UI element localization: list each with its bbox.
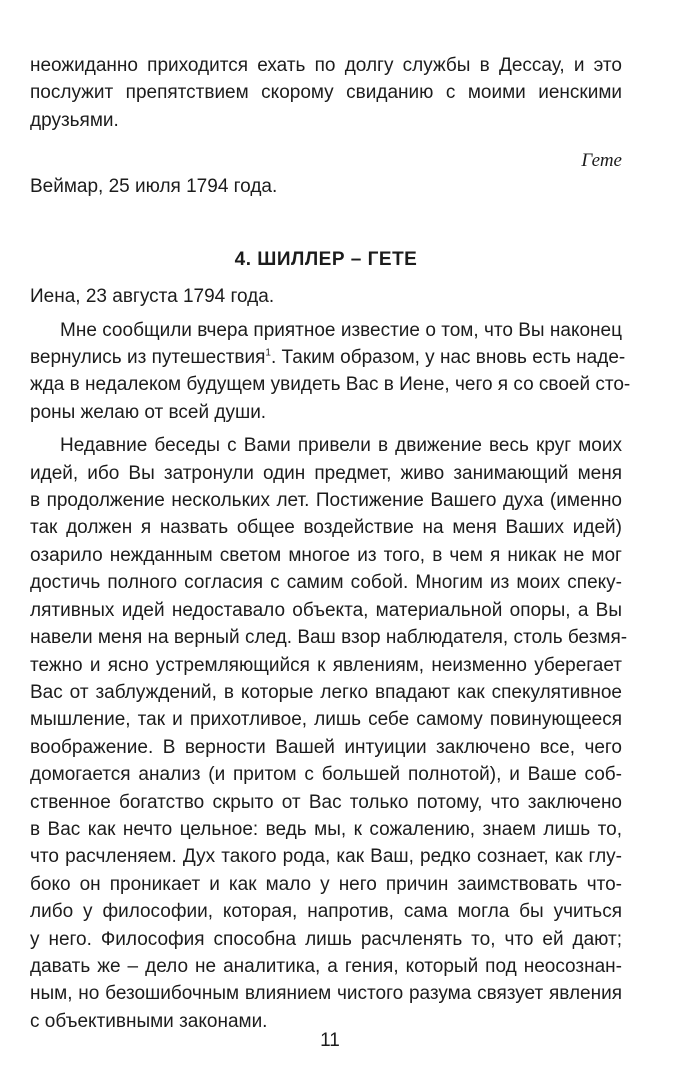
- text-line: идей, ибо Вы затронули один предмет, живо занимающий меня: [30, 462, 622, 484]
- dateline: Веймар, 25 июля 1794 года.: [30, 176, 278, 198]
- previous-letter-ending: [30, 52, 622, 200]
- text-line: боко он проникает и как мало у него причин заимствовать что-: [30, 873, 622, 895]
- footnote-marker: 1: [265, 347, 271, 359]
- book-page: [30, 52, 631, 1041]
- text-line: ным, но безошибочным влиянием чистого разума связует явления: [30, 983, 622, 1005]
- text-fragment: . Таким образом, у нас вновь есть наде-: [270, 347, 626, 369]
- text-line: Мне сообщили вчера приятное известие о том, что Вы наконец: [60, 319, 622, 341]
- text-line: домогается анализ (и притом с большей полнотой), и Ваше соб-: [30, 764, 622, 786]
- text-line: тежно и ясно устремляющийся к явлениям, неизменно уберегает: [30, 654, 622, 676]
- text-line: ственное богатство скрыто от Вас только потому, что заключено: [30, 791, 622, 813]
- text-line: в продолжение нескольких лет. Постижение Вашего духа (именно: [30, 490, 622, 512]
- letter-heading: 4. ШИЛЛЕР – ГЕТЕ: [234, 249, 418, 271]
- text-line: так должен я назвать общее воздействие на меня Ваших идей): [30, 517, 622, 539]
- text-line: с объективными законами.: [30, 1010, 268, 1032]
- text-line: друзьями.: [30, 109, 119, 131]
- paragraph-1: [30, 317, 631, 427]
- page-number: 11: [320, 1030, 340, 1051]
- text-line: роны желаю от всей души.: [30, 401, 267, 423]
- text-line: достичь полного согласия с самим собой. Многим из моих спеку-: [30, 572, 622, 594]
- text-line: жда в недалеком будущем увидеть Вас в Иене, чего я со своей сто-: [30, 374, 631, 396]
- signature: Гете: [581, 150, 622, 172]
- text-line: озарило нежданным светом многое из того, в чем я никак не мог: [30, 544, 622, 566]
- text-line: навели меня на верный след. Ваш взор наблюдателя, столь безмя-: [30, 627, 628, 649]
- text-line: мышление, так и прихотливое, лишь себе самому повинующееся: [30, 709, 622, 731]
- text-fragment: вернулись из путешествия: [30, 347, 266, 369]
- text-line: лятивных идей недоставало объекта, материальной опоры, а Вы: [30, 599, 622, 621]
- text-line: неожиданно приходится ехать по долгу службы в Дессау, и это: [30, 55, 622, 76]
- text-line: давать же – дело не аналитика, а гения, который под неосознан-: [30, 955, 622, 977]
- text-line: у него. Философия способна лишь расчленять то, что ей дают;: [30, 928, 622, 950]
- text-line: в Вас как нечто цельное: ведь мы, к сожалению, знаем лишь то,: [30, 818, 622, 840]
- text-line: что расчленяем. Дух такого рода, как Ваш, редко сознает, как глу-: [30, 846, 622, 868]
- text-line: воображение. В верности Вашей интуиции заключено все, чего: [30, 736, 622, 758]
- text-line: Недавние беседы с Вами привели в движение весь круг моих: [60, 435, 622, 457]
- text-line: Вас от заблуждений, в которые легко впадают как спекулятивное: [30, 681, 622, 703]
- paragraph-2: [30, 432, 628, 1035]
- place-date: Иена, 23 августа 1794 года.: [30, 286, 275, 308]
- text-line: послужит препятствием скорому свиданию с моими иенскими: [30, 82, 622, 104]
- text-line: [30, 344, 626, 371]
- text-line: либо у философии, которая, напротив, сама могла бы учиться: [30, 901, 622, 923]
